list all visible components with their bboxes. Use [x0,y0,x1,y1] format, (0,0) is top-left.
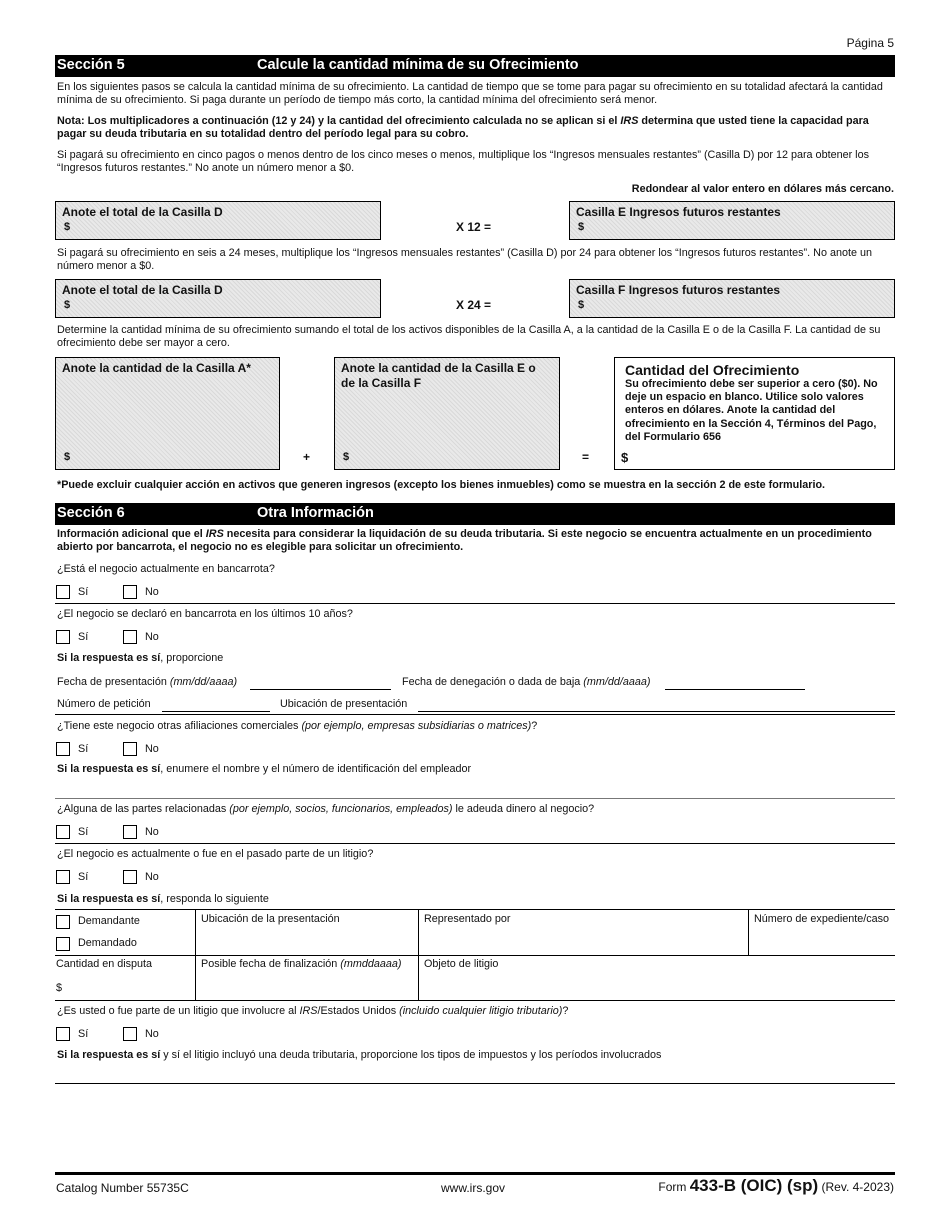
checkbox-q2-yes[interactable] [56,630,70,644]
cell-litigation-object[interactable]: Objeto de litigio [424,958,499,970]
dollar-sign: $ [64,299,71,311]
offer-instructions: Su ofrecimiento debe ser superior a cero ($0). No deje un espacio en blanco. Utilice solo valores enteros en dólares. Anote la cantidad del ofrecimiento en la Sección 4, Términos del Pago, del Formulario 656 [625,378,878,443]
divider [55,714,895,715]
checkbox-q4-yes[interactable] [56,825,70,839]
box-a-amount[interactable] [55,357,280,470]
table-top-border [55,909,895,910]
table-mid-border [55,955,895,956]
section-5-intro: En los siguientes pasos se calcula la cantidad mínima de su ofrecimiento. La cantidad de tiempo que se tome para pagar su ofrecimiento en su totalidad afectará la cantidad mínima de su ofrecimiento. Si paga durante un período de tiempo más corto, la cantidad mínima del ofrecimiento será menor. [57,81,883,106]
checkbox-plaintiff[interactable] [56,915,70,929]
checkbox-q2-no[interactable] [123,630,137,644]
label-yes: Sí [78,631,89,643]
filing-date-field[interactable] [250,689,391,690]
box-f-future-income[interactable] [569,279,895,318]
box-f-label: Casilla F Ingresos futuros restantes [576,283,781,297]
catalog-number: Catalog Number 55735C [56,1181,189,1195]
question-bankruptcy-current: ¿Está el negocio actualmente en bancarrota? [57,563,275,575]
section-5-header [55,55,895,77]
dollar-sign: $ [64,451,71,463]
box-ef-label: Anote la cantidad de la Casilla E o de la Casilla F [341,361,536,390]
label-yes: Sí [78,871,89,883]
determine-text: Determine la cantidad mínima de su ofrecimiento sumando el total de los activos disponibles de la Casilla A, a la cantidad de la Casilla E o de la Casilla F. La cantidad de su ofrecimiento debe ser mayor a cero. [57,324,881,349]
denial-date-field[interactable] [665,689,805,690]
cell-represented-by[interactable]: Representado por [424,913,511,925]
label-yes: Sí [78,826,89,838]
if-yes-tax-types: Si la respuesta es sí y sí el litigio incluyó una deuda tributaria, proporcione los tipos de impuestos y los períodos involucrados [57,1049,662,1061]
petition-number-field[interactable] [162,711,270,712]
if-yes-answer: Si la respuesta es sí, responda lo siguiente [57,893,269,905]
section-5-footnote: *Puede excluir cualquier acción en activos que generen ingresos (excepto los bienes inmuebles) como se muestra en la sección 2 de este formulario. [57,479,826,491]
cell-presentation-location[interactable]: Ubicación de la presentación [201,913,340,925]
box-e-future-income[interactable] [569,201,895,240]
filing-location-field[interactable] [418,711,895,712]
label-no: No [145,1028,159,1040]
divider [55,843,895,844]
label-no: No [145,743,159,755]
six-to-24-text: Si pagará su ofrecimiento en seis a 24 meses, multiplique los “Ingresos mensuales restantes” (Casilla D) por 24 para obtener los “Ingresos futuros restantes”. No anote un número menor a $0. [57,247,872,272]
checkbox-q5-no[interactable] [123,870,137,884]
divider [55,603,895,604]
equals-sign: = [582,450,590,464]
filing-date-label: Fecha de presentación (mm/dd/aaaa) [57,676,238,688]
cell-case-number[interactable]: Número de expediente/caso [754,913,890,925]
box-a-label: Anote la cantidad de la Casilla A* [62,361,251,375]
label-plaintiff: Demandante [78,915,140,927]
box-e-label: Casilla E Ingresos futuros restantes [576,205,781,219]
section-5-note: Nota: Los multiplicadores a continuación (12 y 24) y la cantidad del ofrecimiento calculada no se aplican si el IRS determina que usted tiene la capacidad para pagar su deuda tributaria en su totalidad dentro del período legal para su cobro. [57,115,869,140]
round-note: Redondear al valor entero en dólares más cercano. [631,183,894,195]
section-5-title: Calcule la cantidad mínima de su Ofrecimiento [257,57,579,73]
offer-amount-box[interactable] [614,357,895,470]
form-identifier: Form 433-B (OIC) (sp) (Rev. 4-2023) [658,1176,894,1195]
multiply-24: X 24 = [456,298,492,312]
box-d-total-12[interactable] [55,201,381,240]
tax-types-entry-field[interactable] [55,1083,895,1084]
label-no: No [145,826,159,838]
footer-rule [55,1172,895,1175]
section-5-number: Sección 5 [57,57,125,73]
website-link[interactable]: www.irs.gov [441,1181,506,1195]
dollar-sign: $ [56,982,63,994]
denial-date-label: Fecha de denegación o dada de baja (mm/dd/aaaa) [402,676,651,688]
filing-location-label: Ubicación de presentación [280,698,408,710]
label-no: No [145,631,159,643]
question-affiliations: ¿Tiene este negocio otras afiliaciones comerciales (por ejemplo, empresas subsidiarias o matrices)? [57,720,538,732]
table-bottom-border [55,1000,895,1001]
offer-title: Cantidad del Ofrecimiento [625,362,800,378]
petition-number-label: Número de petición [57,698,151,710]
checkbox-q3-no[interactable] [123,742,137,756]
label-defendant: Demandado [78,937,137,949]
dollar-sign: $ [621,450,629,465]
question-litigation: ¿El negocio es actualmente o fue en el pasado parte de un litigio? [57,848,374,860]
checkbox-q5-yes[interactable] [56,870,70,884]
question-bankruptcy-10-years: ¿El negocio se declaró en bancarrota en los últimos 10 años? [57,608,353,620]
checkbox-q6-no[interactable] [123,1027,137,1041]
box-d-total-24[interactable] [55,279,381,318]
dollar-sign: $ [578,299,585,311]
multiply-12: X 12 = [456,220,492,234]
checkbox-q6-yes[interactable] [56,1027,70,1041]
section-6-header [55,503,895,525]
checkbox-q3-yes[interactable] [56,742,70,756]
page-number: Página 5 [846,36,894,50]
section-6-intro: Información adicional que el IRS necesita para considerar la liquidación de su deuda tributaria. Si este negocio se encuentra actualmente en un procedimiento abierto por bancarrota, el negocio no es elegible para solicitar un ofrecimiento. [57,528,872,553]
cell-completion-date[interactable]: Posible fecha de finalización (mmddaaaa) [201,958,402,970]
label-no: No [145,871,159,883]
plus-sign: + [303,450,311,464]
checkbox-defendant[interactable] [56,937,70,951]
table-vline [748,909,749,955]
checkbox-q1-no[interactable] [123,585,137,599]
question-related-parties: ¿Alguna de las partes relacionadas (por ejemplo, socios, funcionarios, empleados) le adeuda dinero al negocio? [57,803,595,815]
question-irs-litigation: ¿Es usted o fue parte de un litigio que involucre al IRS/Estados Unidos (incluido cualquier litigio tributario)? [57,1005,569,1017]
dollar-sign: $ [64,221,71,233]
box-d-label: Anote el total de la Casilla D [62,283,223,297]
checkbox-q1-yes[interactable] [56,585,70,599]
dollar-sign: $ [343,451,350,463]
five-payments-text: Si pagará su ofrecimiento en cinco pagos o menos dentro de los cinco meses o menos, multiplique los “Ingresos mensuales restantes” (Casilla D) por 12 para obtener los “Ingresos futuros restantes.” No anote un número menor a $0. [57,149,869,174]
section-6-number: Sección 6 [57,505,125,521]
label-no: No [145,586,159,598]
box-e-or-f-amount[interactable] [334,357,560,470]
label-yes: Sí [78,1028,89,1040]
checkbox-q4-no[interactable] [123,825,137,839]
label-yes: Sí [78,743,89,755]
box-d-label: Anote el total de la Casilla D [62,205,223,219]
if-yes-list-name: Si la respuesta es sí, enumere el nombre y el número de identificación del empleador [57,763,472,775]
label-yes: Sí [78,586,89,598]
section-6-title: Otra Información [257,505,374,521]
cell-amount-disputed[interactable]: Cantidad en disputa [56,958,153,970]
dollar-sign: $ [578,221,585,233]
if-yes-provide: Si la respuesta es sí, proporcione [57,652,224,664]
affiliations-entry-field[interactable] [55,798,895,799]
